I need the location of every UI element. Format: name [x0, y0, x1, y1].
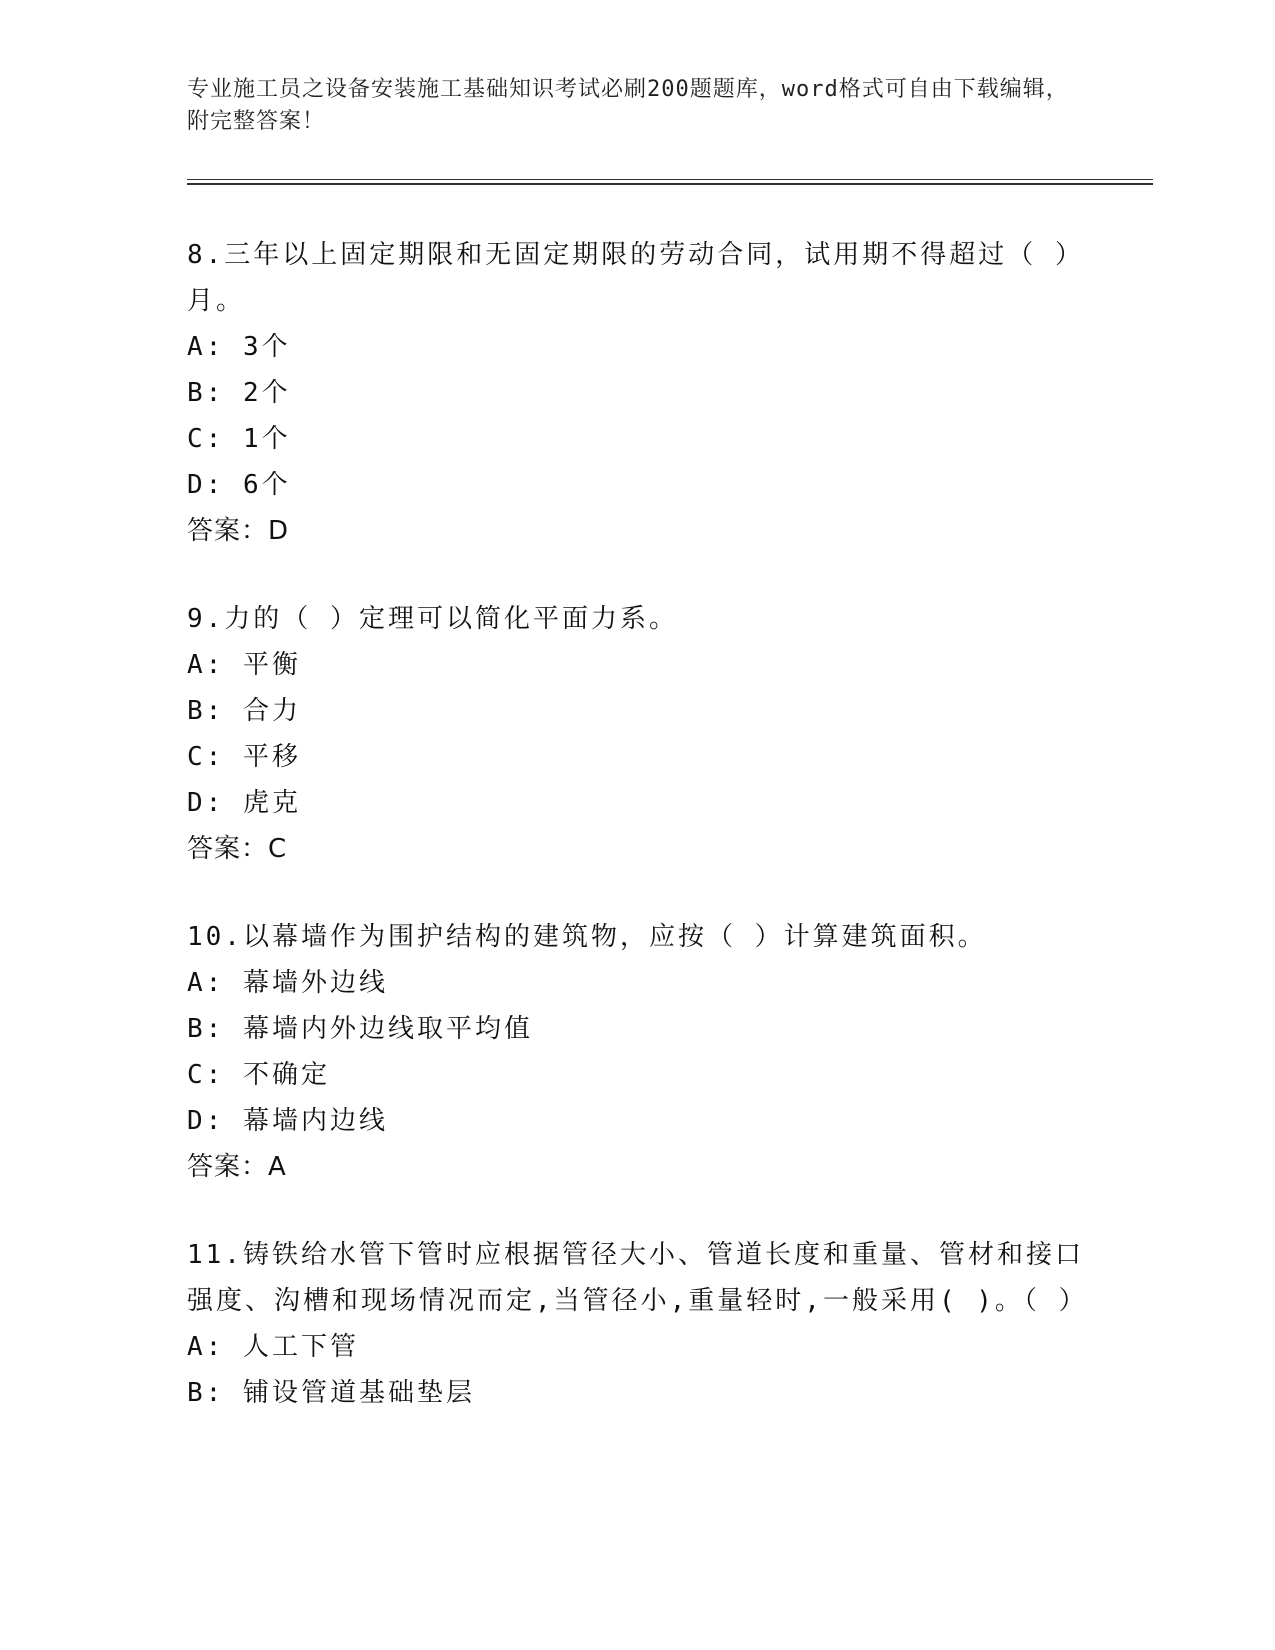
- question-9: [187, 596, 1087, 872]
- question-stem: 8.三年以上固定期限和无固定期限的劳动合同，试用期不得超过（ ）月。: [187, 240, 1084, 316]
- option-c: C: 平移: [187, 742, 301, 772]
- option-d: D: 虎克: [187, 788, 301, 818]
- question-11: [187, 1232, 1087, 1416]
- option-d: D: 6个: [187, 470, 291, 500]
- option-a: A: 人工下管: [187, 1332, 359, 1362]
- question-10: [187, 914, 1087, 1190]
- answer-line: 答案：D: [187, 516, 290, 546]
- header-divider-top: [187, 179, 1153, 180]
- question-list: [187, 232, 1087, 1458]
- option-a: A: 平衡: [187, 650, 301, 680]
- option-b: B: 2个: [187, 378, 291, 408]
- option-a: A: 3个: [187, 332, 291, 362]
- option-c: C: 不确定: [187, 1060, 330, 1090]
- question-stem: 9.力的（ ）定理可以简化平面力系。: [187, 604, 678, 634]
- option-c: C: 1个: [187, 424, 291, 454]
- option-b: B: 合力: [187, 696, 301, 726]
- option-a: A: 幕墙外边线: [187, 968, 388, 998]
- question-8: [187, 232, 1087, 554]
- option-b: B: 铺设管道基础垫层: [187, 1378, 475, 1408]
- question-stem: 10.以幕墙作为围护结构的建筑物，应按（ ）计算建筑面积。: [187, 922, 987, 952]
- question-stem: 11.铸铁给水管下管时应根据管径大小、管道长度和重量、管材和接口强度、沟槽和现场情况而定,当管径小,重量轻时,一般采用( )。（ ）: [187, 1240, 1088, 1316]
- document-header: 专业施工员之设备安装施工基础知识考试必刷200题题库，word格式可自由下载编辑，附完整答案！: [187, 77, 1069, 134]
- header-divider-bottom: [187, 183, 1153, 185]
- option-b: B: 幕墙内外边线取平均值: [187, 1014, 533, 1044]
- answer-line: 答案：A: [187, 1152, 287, 1182]
- option-d: D: 幕墙内边线: [187, 1106, 388, 1136]
- answer-line: 答案：C: [187, 834, 288, 864]
